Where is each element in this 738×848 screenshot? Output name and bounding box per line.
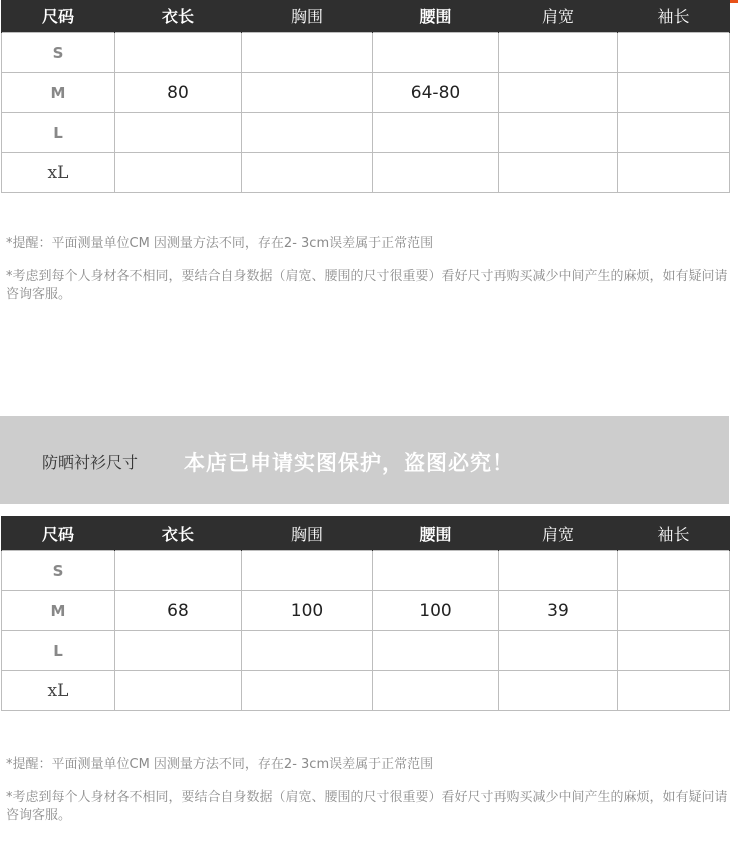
header-size: 尺码 <box>2 0 115 33</box>
table-cell <box>115 153 242 193</box>
table-cell <box>115 631 242 671</box>
fit-advice-note: *考虑到每个人身材各不相同，要结合自身数据（肩宽、腰围的尺寸很重要）看好尺寸再购买减少中间产生的麻烦，如有疑问请咨询客服。 <box>6 790 728 823</box>
table-cell <box>618 591 730 631</box>
table-cell <box>373 671 499 711</box>
table-cell <box>499 153 618 193</box>
table-cell <box>618 671 730 711</box>
table-cell <box>115 551 242 591</box>
size-label: M <box>2 73 115 113</box>
product-title: 防晒衬衫尺寸 <box>42 453 139 472</box>
table-row <box>2 73 730 113</box>
table-cell: 68 <box>115 591 242 631</box>
table-cell <box>499 33 618 73</box>
table-cell <box>499 73 618 113</box>
table-cell <box>242 73 373 113</box>
header-waist: 腰围 <box>373 0 499 33</box>
table-cell <box>499 113 618 153</box>
size-table-2 <box>1 516 730 711</box>
table-cell <box>242 153 373 193</box>
table-cell <box>499 671 618 711</box>
measurement-note: *提醒：平面测量单位CM 因测量方法不同，存在2- 3cm误差属于正常范围 <box>6 236 434 251</box>
header-shoulder: 肩宽 <box>499 0 618 33</box>
header-waist: 腰围 <box>373 516 499 551</box>
measurement-note: *提醒：平面测量单位CM 因测量方法不同，存在2- 3cm误差属于正常范围 <box>6 757 434 772</box>
table-cell <box>373 33 499 73</box>
table-cell <box>618 33 730 73</box>
table-cell <box>115 33 242 73</box>
table-cell <box>618 631 730 671</box>
table-cell <box>499 631 618 671</box>
table-row <box>2 113 730 153</box>
table-cell: 80 <box>115 73 242 113</box>
header-sleeve: 袖长 <box>618 516 730 551</box>
table-cell <box>242 33 373 73</box>
table-cell <box>242 113 373 153</box>
table-cell <box>499 551 618 591</box>
table-row <box>2 153 730 193</box>
size-label: M <box>2 591 115 631</box>
table-row <box>2 33 730 73</box>
size-label: xL <box>2 671 115 711</box>
table-cell <box>115 671 242 711</box>
table-header <box>2 516 730 551</box>
fit-advice-note: *考虑到每个人身材各不相同，要结合自身数据（肩宽、腰围的尺寸很重要）看好尺寸再购买减少中间产生的麻烦，如有疑问请咨询客服。 <box>6 269 728 302</box>
size-label: L <box>2 631 115 671</box>
section-banner <box>0 416 729 504</box>
header-chest: 胸围 <box>242 0 373 33</box>
table-cell <box>373 153 499 193</box>
table-cell <box>242 671 373 711</box>
header-size: 尺码 <box>2 516 115 551</box>
header-sleeve: 袖长 <box>618 0 730 33</box>
header-chest: 胸围 <box>242 516 373 551</box>
table-cell <box>242 551 373 591</box>
table-cell <box>115 113 242 153</box>
table-row <box>2 551 730 591</box>
table-cell: 100 <box>242 591 373 631</box>
table-cell <box>242 631 373 671</box>
size-label: S <box>2 33 115 73</box>
protection-notice: 本店已申请实图保护，盗图必究！ <box>184 451 514 475</box>
header-length: 衣长 <box>115 0 242 33</box>
table-cell: 100 <box>373 591 499 631</box>
table-row <box>2 631 730 671</box>
table-row <box>2 591 730 631</box>
size-table-1 <box>1 0 730 193</box>
size-label: L <box>2 113 115 153</box>
table-cell <box>618 73 730 113</box>
table-cell <box>618 153 730 193</box>
table-cell: 39 <box>499 591 618 631</box>
header-length: 衣长 <box>115 516 242 551</box>
table-cell <box>618 113 730 153</box>
table-cell <box>373 631 499 671</box>
table-cell <box>373 113 499 153</box>
table-row <box>2 671 730 711</box>
size-label: xL <box>2 153 115 193</box>
size-label: S <box>2 551 115 591</box>
table-header <box>2 0 730 33</box>
header-shoulder: 肩宽 <box>499 516 618 551</box>
table-cell: 64-80 <box>373 73 499 113</box>
table-cell <box>373 551 499 591</box>
table-cell <box>618 551 730 591</box>
